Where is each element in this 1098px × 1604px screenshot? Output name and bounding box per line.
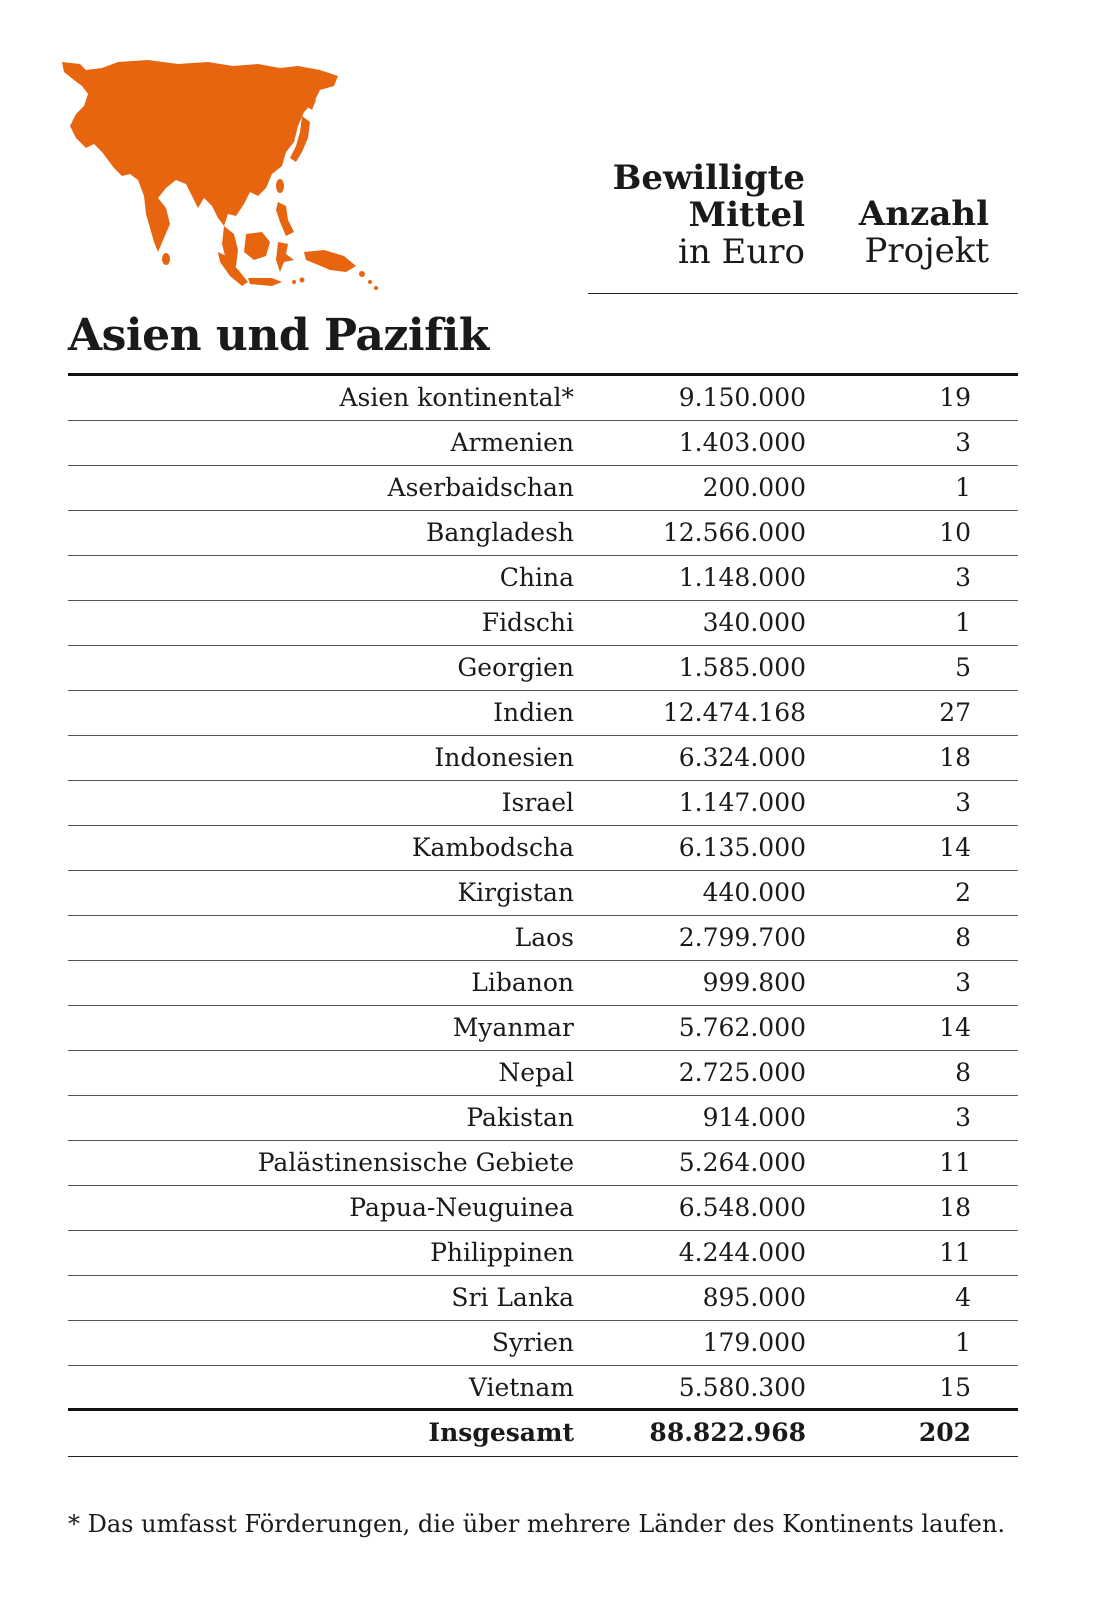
table-row [68,1231,1018,1276]
table-row [68,466,1018,511]
project-count: 15 [939,1373,971,1402]
money-header-line1: Bewilligte [612,158,805,198]
table-row [68,1051,1018,1096]
project-count: 11 [939,1238,971,1267]
count-column-header [789,196,989,270]
funding-table [68,376,1018,1457]
table-row [68,1006,1018,1051]
approved-funds: 88.822.968 [649,1418,806,1447]
table-row [68,691,1018,736]
count-header-line2: Projekt [864,231,989,271]
country-name: Indonesien [434,743,574,772]
table-row [68,1366,1018,1411]
table-row [68,601,1018,646]
count-header-line1: Anzahl [858,194,989,234]
country-name: Libanon [471,968,574,997]
country-name: Georgien [457,653,574,682]
project-count: 19 [939,383,971,412]
table-row [68,961,1018,1006]
approved-funds: 895.000 [702,1283,806,1312]
project-count: 3 [955,1103,971,1132]
header-divider [588,293,1018,294]
country-name: Sri Lanka [451,1283,574,1312]
project-count: 1 [955,608,971,637]
country-name: Philippinen [430,1238,574,1267]
country-name: Myanmar [452,1013,574,1042]
money-header-line3: in Euro [677,232,805,272]
country-name: Syrien [491,1328,574,1357]
project-count: 14 [939,1013,971,1042]
project-count: 3 [955,428,971,457]
approved-funds: 2.799.700 [678,923,806,952]
approved-funds: 340.000 [702,608,806,637]
total-row [68,1411,1018,1457]
project-count: 202 [918,1418,971,1447]
country-name: Insgesamt [428,1418,574,1447]
footnote: * Das umfasst Förderungen, die über mehrere Länder des Kontinents laufen. [68,1510,1006,1538]
country-name: Kambodscha [411,833,574,862]
project-count: 8 [955,923,971,952]
table-row [68,871,1018,916]
country-name: Armenien [450,428,574,457]
project-count: 1 [955,1328,971,1357]
project-count: 3 [955,788,971,817]
table-row [68,826,1018,871]
table-row [68,1141,1018,1186]
project-count: 2 [955,878,971,907]
approved-funds: 2.725.000 [678,1058,806,1087]
approved-funds: 200.000 [702,473,806,502]
project-count: 18 [939,743,971,772]
country-name: Nepal [498,1058,574,1087]
table-row [68,1321,1018,1366]
table-row [68,646,1018,691]
country-name: Indien [493,698,574,727]
money-header-line2: Mittel [688,195,805,235]
table-row [68,1186,1018,1231]
table-row [68,736,1018,781]
project-count: 4 [955,1283,971,1312]
approved-funds: 6.548.000 [678,1193,806,1222]
approved-funds: 999.800 [702,968,806,997]
project-count: 3 [955,563,971,592]
asia-pacific-map-icon [58,56,388,292]
country-name: Laos [514,923,574,952]
country-name: Kirgistan [457,878,574,907]
money-column-header [505,160,805,271]
approved-funds: 6.324.000 [678,743,806,772]
approved-funds: 6.135.000 [678,833,806,862]
approved-funds: 5.762.000 [678,1013,806,1042]
project-count: 5 [955,653,971,682]
approved-funds: 440.000 [702,878,806,907]
table-row [68,511,1018,556]
table-row [68,376,1018,421]
table-row [68,916,1018,961]
approved-funds: 179.000 [702,1328,806,1357]
country-name: Aserbaidschan [387,473,574,502]
page-title: Asien und Pazifik [68,310,489,361]
approved-funds: 5.580.300 [678,1373,806,1402]
country-name: Bangladesh [425,518,574,547]
country-name: Palästinensische Gebiete [257,1148,574,1177]
country-name: Israel [501,788,574,817]
country-name: Papua-Neuguinea [349,1193,574,1222]
table-row [68,421,1018,466]
approved-funds: 12.566.000 [662,518,806,547]
project-count: 18 [939,1193,971,1222]
approved-funds: 9.150.000 [678,383,806,412]
country-name: Fidschi [481,608,574,637]
project-count: 3 [955,968,971,997]
approved-funds: 1.403.000 [678,428,806,457]
country-name: China [499,563,574,592]
country-name: Asien kontinental* [339,383,574,412]
table-row [68,781,1018,826]
approved-funds: 4.244.000 [678,1238,806,1267]
project-count: 10 [939,518,971,547]
project-count: 11 [939,1148,971,1177]
approved-funds: 12.474.168 [662,698,806,727]
approved-funds: 5.264.000 [678,1148,806,1177]
project-count: 8 [955,1058,971,1087]
approved-funds: 914.000 [702,1103,806,1132]
table-row [68,1276,1018,1321]
approved-funds: 1.585.000 [678,653,806,682]
approved-funds: 1.147.000 [678,788,806,817]
country-name: Vietnam [468,1373,574,1402]
approved-funds: 1.148.000 [678,563,806,592]
country-name: Pakistan [466,1103,574,1132]
project-count: 14 [939,833,971,862]
table-row [68,556,1018,601]
table-row [68,1096,1018,1141]
project-count: 1 [955,473,971,502]
project-count: 27 [939,698,971,727]
